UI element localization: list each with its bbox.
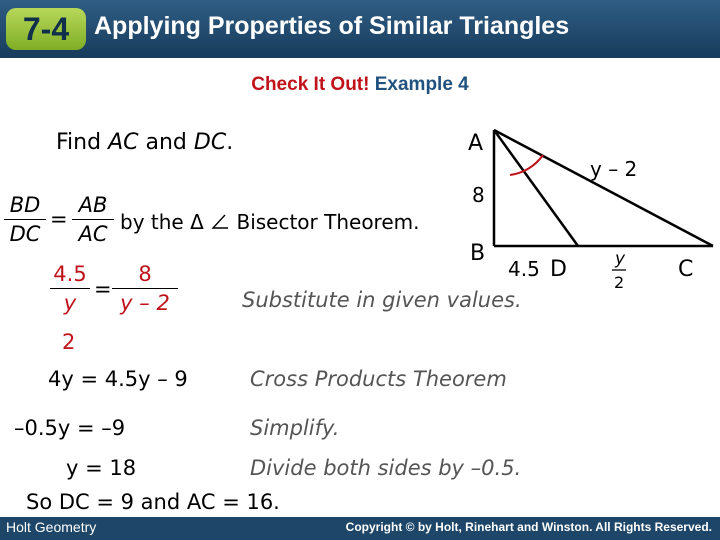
triangle-diagram [460,120,720,292]
fraction-ab-ac [72,192,114,247]
footer-bar [0,517,720,540]
angle-icon [210,214,230,230]
denominator-y: y [63,291,77,315]
step-cross-products-equation: 4y = 4.5y – 9 [48,367,188,391]
step-divide-reason: Divide both sides by –0.5. [250,456,522,480]
equals-sign: = [94,277,112,301]
numerator-8: 8 [138,262,152,286]
substitution-reason: Substitute in given values. [242,288,522,312]
side-label-ab: 8 [472,183,485,207]
denominator-ac: AC [78,222,108,246]
fraction-bar [72,219,114,220]
step-divide-equation: y = 18 [66,456,137,480]
fraction-8-y-minus-2 [112,261,178,316]
step-cross-products-reason: Cross Products Theorem [250,367,507,391]
fraction-bar [50,288,90,289]
side-label-dc-denominator: 2 [614,273,625,292]
prompt-dc: DC [193,130,227,155]
bisector-ad [494,130,578,246]
fraction-bd-dc [4,192,46,247]
prompt-and: and [138,130,194,155]
stray-denominator-2: 2 [62,330,76,354]
footer-publisher: Holt Geometry [6,519,97,535]
prompt-period: . [226,130,234,155]
prompt-find: Find [56,130,109,155]
header-bar [0,0,720,58]
vertex-label-d: D [550,257,567,282]
vertex-label-b: B [470,241,486,266]
prompt-ac: AC [108,130,139,155]
fraction-4.5-y [50,261,90,316]
fraction-bar [4,219,46,220]
vertex-label-c: C [678,257,694,282]
conclusion: So DC = 9 and AC = 16. [26,490,280,514]
fraction-bar [112,288,178,289]
vertex-label-a: A [468,131,484,156]
step-simplify-equation: –0.5y = –9 [14,416,126,440]
reason-by-the-triangle: by the Δ [120,210,204,234]
equals-sign: = [50,207,68,231]
side-label-ac: y – 2 [590,157,638,181]
numerator-bd: BD [9,193,41,217]
denominator-dc: DC [9,222,41,246]
footer-copyright: Copyright © by Holt, Rinehart and Winston. All Rights Reserved. [345,520,712,534]
example-label: Example 4 [374,74,469,95]
step-simplify-reason: Simplify. [250,416,340,440]
theorem-reason [120,210,420,234]
lesson-title: Applying Properties of Similar Triangles [94,12,570,40]
problem-prompt [56,130,233,155]
lesson-number: 7-4 [6,8,86,50]
side-ac [494,130,713,246]
side-label-dc-numerator: y [615,249,626,269]
check-it-out-label: Check It Out! [251,74,370,95]
numerator-4.5: 4.5 [53,262,87,286]
example-subtitle [0,74,720,96]
reason-bisector-theorem: Bisector Theorem. [236,210,420,234]
denominator-y-minus-2: y – 2 [120,291,170,315]
numerator-ab: AB [78,193,108,217]
side-label-bd: 4.5 [508,257,540,281]
